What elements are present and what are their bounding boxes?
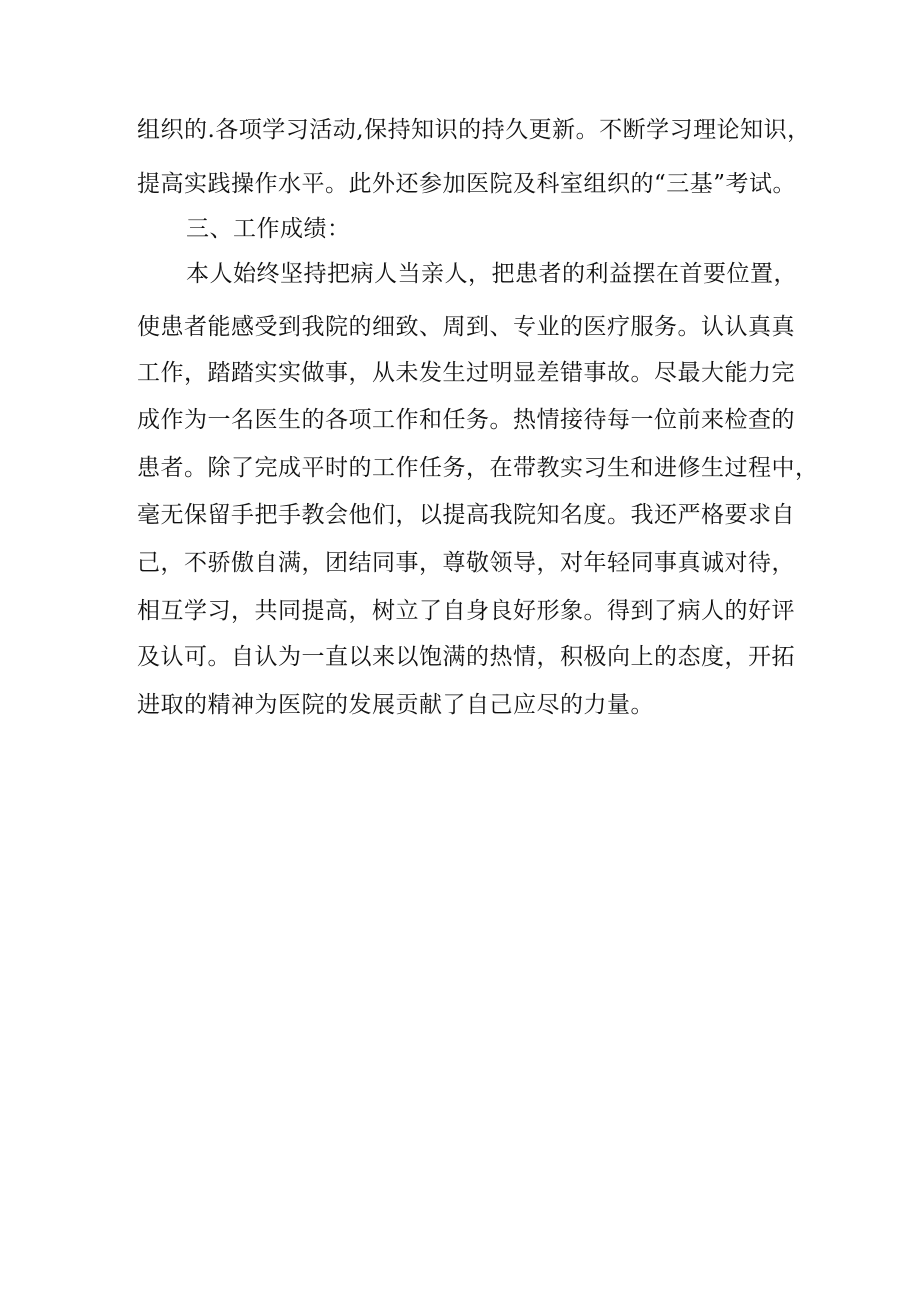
text-line: 相互学习，共同提高，树立了自身良好形象。得到了病人的好评 — [137, 598, 795, 624]
text-line: 组织的.各项学习活动,保持知识的持久更新。不断学习理论知识， — [137, 117, 811, 143]
text-line: 工作，踏踏实实做事，从未发生过明显差错事故。尽最大能力完 — [137, 360, 795, 386]
section-heading: 三、工作成绩： — [186, 216, 351, 242]
text-line: 成作为一名医生的各项工作和任务。热情接待每一位前来检查的 — [137, 407, 795, 433]
text-line: 患者。除了完成平时的工作任务，在带教实习生和进修生过程中， — [137, 455, 819, 481]
text-line: 使患者能感受到我院的细致、周到、专业的医疗服务。认认真真 — [137, 314, 795, 340]
text-line: 本人始终坚持把病人当亲人，把患者的利益摆在首要位置， — [186, 261, 797, 287]
text-line: 及认可。自认为一直以来以饱满的热情，积极向上的态度，开拓 — [137, 644, 795, 670]
text-line: 进取的精神为医院的发展贡献了自己应尽的力量。 — [137, 692, 654, 718]
text-line: 提高实践操作水平。此外还参加医院及科室组织的“三基”考试。 — [137, 171, 797, 197]
text-line: 毫无保留手把手教会他们，以提高我院知名度。我还严格要求自 — [137, 502, 795, 528]
text-line: 己，不骄傲自满，团结同事，尊敬领导，对年轻同事真诚对待， — [137, 550, 795, 576]
